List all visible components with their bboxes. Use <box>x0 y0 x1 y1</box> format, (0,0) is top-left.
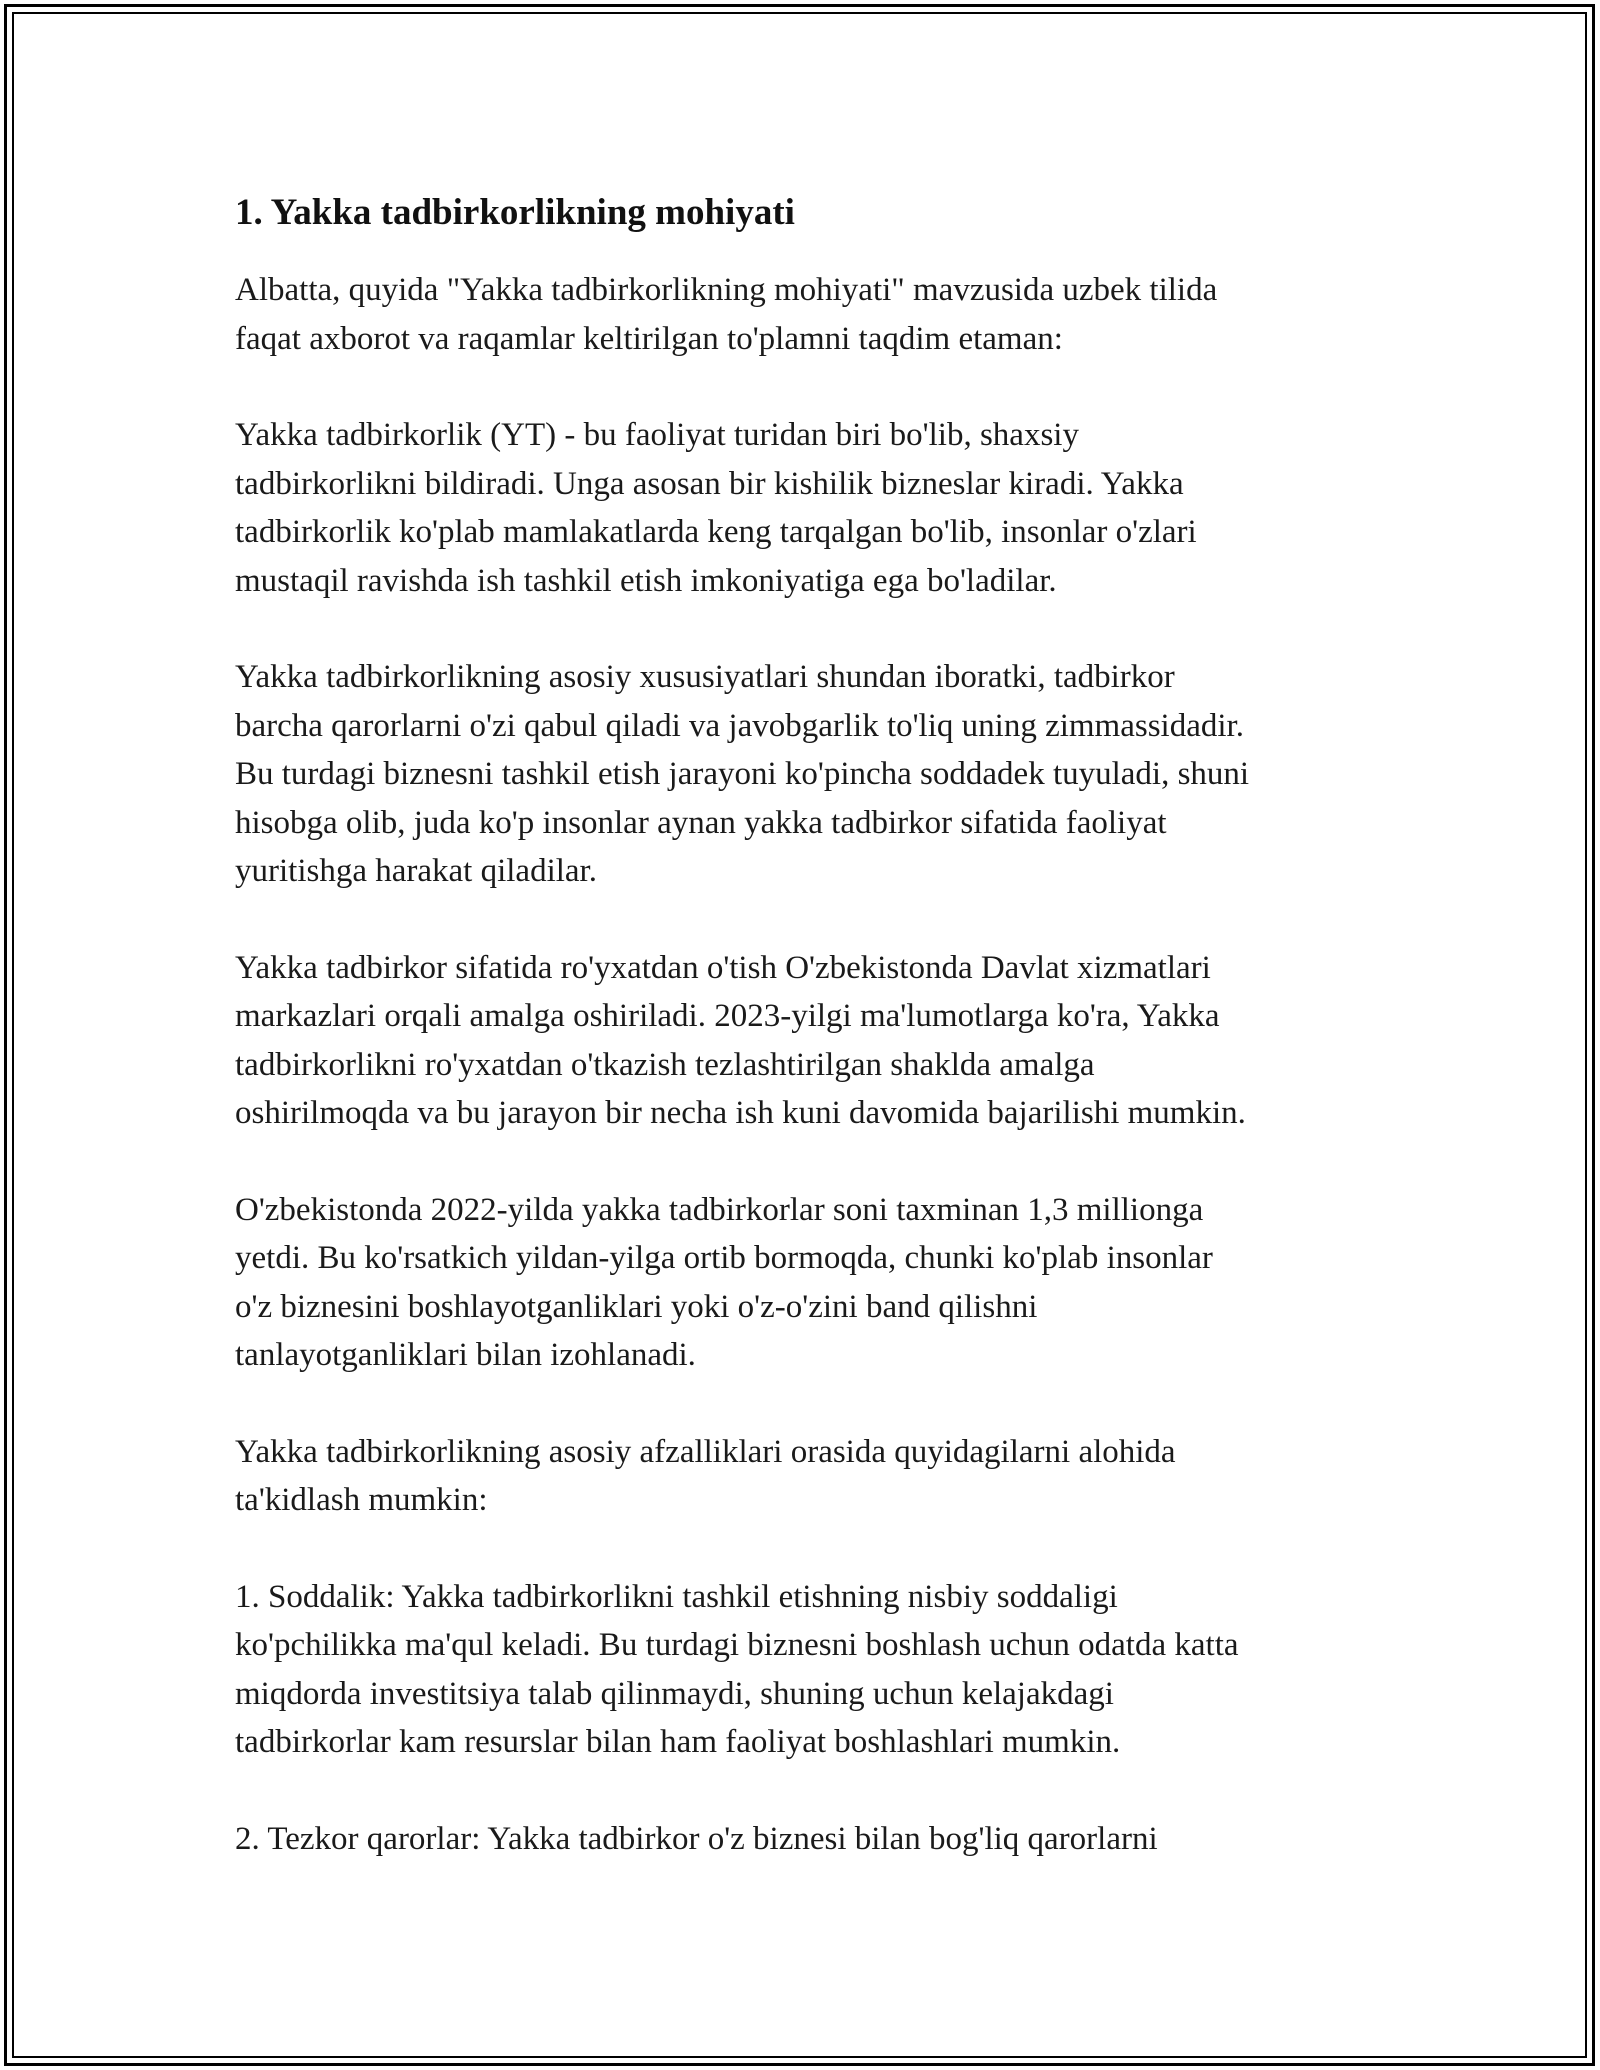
paragraph-advantage-fast-decisions <box>235 1815 1385 1864</box>
paragraph-advantage-simplicity <box>235 1573 1385 1767</box>
paragraph-line: Yakka tadbirkorlik (YT) - bu faoliyat turidan biri bo'lib, shaxsiy <box>235 417 1079 453</box>
paragraph-line: tadbirkorlik ko'plab mamlakatlarda keng tarqalgan bo'lib, insonlar o'zlari <box>235 514 1197 550</box>
document-heading: 1. Yakka tadbirkorlikning mohiyati <box>235 192 795 233</box>
paragraph-line: tanlayotganliklari bilan izohlanadi. <box>235 1337 696 1373</box>
paragraph-definition <box>235 411 1385 605</box>
document-body <box>235 188 1385 1911</box>
paragraph-intro <box>235 266 1385 363</box>
paragraph-line: 2. Tezkor qarorlar: Yakka tadbirkor o'z biznesi bilan bog'liq qarorlarni <box>235 1820 1158 1857</box>
paragraph-line: hisobga olib, juda ko'p insonlar aynan yakka tadbirkor sifatida faoliyat <box>235 804 1167 841</box>
paragraph-line: Albatta, quyida "Yakka tadbirkorlikning mohiyati" mavzusida uzbek tilida <box>235 272 1218 308</box>
paragraph-registration <box>235 944 1385 1138</box>
paragraph-line: tadbirkorlar kam resurslar bilan ham faoliyat boshlashlari mumkin. <box>235 1724 1121 1760</box>
paragraph-line: markazlari orqali amalga oshiriladi. 2023-yilgi ma'lumotlarga ko'ra, Yakka <box>235 998 1220 1034</box>
paragraph-line: Yakka tadbirkor sifatida ro'yxatdan o'tish O'zbekistonda Davlat xizmatlari <box>235 949 1211 986</box>
paragraph-line: Yakka tadbirkorlikning asosiy afzalliklari orasida quyidagilarni alohida <box>235 1433 1176 1470</box>
paragraph-statistics <box>235 1186 1385 1380</box>
paragraph-features <box>235 653 1385 896</box>
paragraph-line: ko'pchilikka ma'qul keladi. Bu turdagi biznesni boshlash uchun odatda katta <box>235 1627 1239 1663</box>
paragraph-line: yuritishga harakat qiladilar. <box>235 853 597 889</box>
paragraph-line: miqdorda investitsiya talab qilinmaydi, shuning uchun kelajakdagi <box>235 1675 1114 1712</box>
paragraph-line: mustaqil ravishda ish tashkil etish imkoniyatiga ega bo'ladilar. <box>235 562 1057 599</box>
paragraph-line: ta'kidlash mumkin: <box>235 1482 488 1518</box>
paragraph-line: yetdi. Bu ko'rsatkich yildan-yilga ortib bormoqda, chunki ko'plab insonlar <box>235 1240 1213 1276</box>
paragraph-line: tadbirkorlikni ro'yxatdan o'tkazish tezlashtirilgan shaklda amalga <box>235 1046 1095 1083</box>
paragraph-line: barcha qarorlarni o'zi qabul qiladi va javobgarlik to'liq uning zimmassidadir. <box>235 707 1244 744</box>
paragraph-line: O'zbekistonda 2022-yilda yakka tadbirkorlar soni taxminan 1,3 millionga <box>235 1191 1204 1228</box>
paragraph-line: o'z biznesini boshlayotganliklari yoki o'z-o'zini band qilishni <box>235 1288 1038 1325</box>
paragraph-line: tadbirkorlikni bildiradi. Unga asosan bir kishilik bizneslar kiradi. Yakka <box>235 465 1184 502</box>
paragraph-advantages-intro <box>235 1428 1385 1525</box>
paragraph-line: Bu turdagi biznesni tashkil etish jarayoni ko'pincha soddadek tuyuladi, shuni <box>235 756 1250 792</box>
paragraph-line: Yakka tadbirkorlikning asosiy xususiyatlari shundan iboratki, tadbirkor <box>235 659 1175 695</box>
paragraph-line: faqat axborot va raqamlar keltirilgan to'plamni taqdim etaman: <box>235 320 1063 357</box>
paragraph-line: 1. Soddalik: Yakka tadbirkorlikni tashkil etishning nisbiy soddaligi <box>235 1578 1118 1615</box>
paragraph-line: oshirilmoqda va bu jarayon bir necha ish kuni davomida bajarilishi mumkin. <box>235 1095 1246 1131</box>
